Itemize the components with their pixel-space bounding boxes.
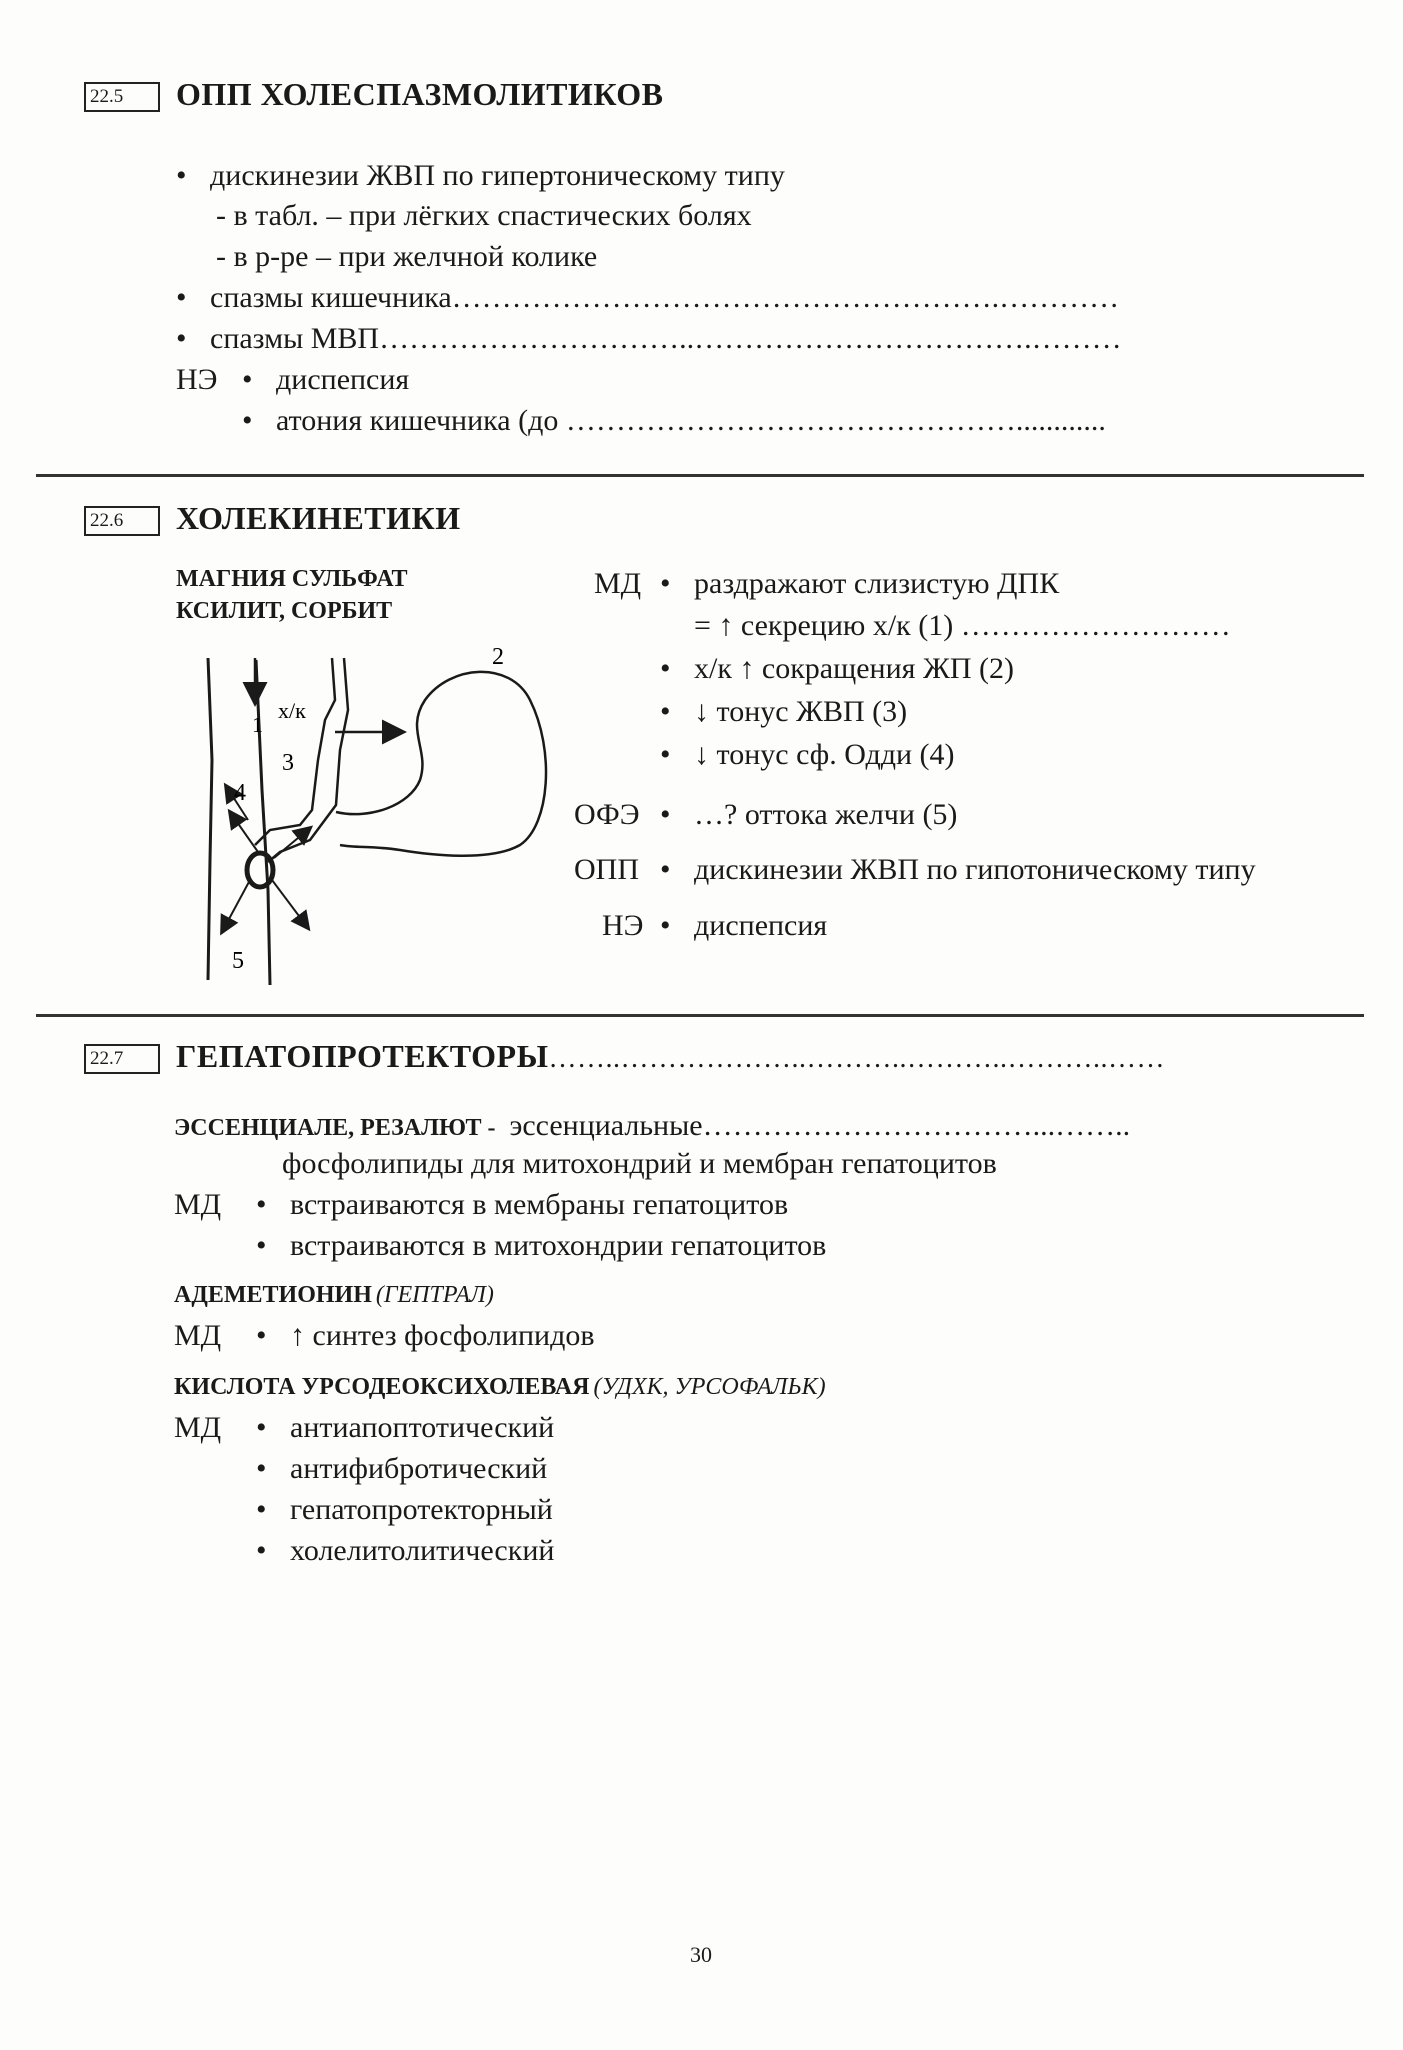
list-item: • спазмы МВП…………………………..…………………………….………	[176, 322, 1122, 355]
list-item: • дискинезии ЖВП по гипертоническому типу	[176, 159, 785, 192]
diagram-label-2: 2	[492, 644, 504, 670]
md-label: МД	[174, 1188, 222, 1221]
list-item: • х/к ↑ сокращения ЖП (2)	[660, 652, 1014, 685]
list-item: • ↑ синтез фосфолипидов	[256, 1319, 595, 1352]
bullet-icon: •	[256, 1411, 267, 1444]
diagram-label-3: 3	[282, 750, 294, 776]
list-item: • антифибротический	[256, 1452, 548, 1485]
bullet-icon: •	[176, 281, 187, 314]
bullet-icon: •	[256, 1188, 267, 1221]
bullet-icon: •	[256, 1493, 267, 1526]
bullet-icon: •	[242, 363, 253, 396]
drug-entry-essentiale: ЭССЕНЦИАЛЕ, РЕЗАЛЮТ - эссенциальные……………………………...……..	[174, 1109, 1131, 1142]
drug-description: фосфолипиды для митохондрий и мембран гепатоцитов	[282, 1147, 997, 1180]
bullet-icon: •	[256, 1534, 267, 1567]
drug-entry-udca: КИСЛОТА УРСОДЕОКСИХОЛЕВАЯ (УДХК, УРСОФАЛЬК)	[174, 1374, 826, 1400]
list-item: • холелитолитический	[256, 1534, 555, 1567]
arrow-4	[230, 812, 258, 852]
drug-entry-ademetionine: АДЕМЕТИОНИН (ГЕПТРАЛ)	[174, 1282, 494, 1308]
bullet-icon: •	[176, 322, 187, 355]
bullet-icon: •	[660, 853, 671, 886]
bullet-icon: •	[242, 404, 253, 437]
md-label: МД	[174, 1319, 222, 1352]
diagram-label-1: 1	[252, 712, 263, 737]
gallbladder-outline	[336, 672, 546, 856]
duodenum-left-wall	[208, 658, 212, 980]
section-divider	[36, 1014, 1364, 1017]
bullet-icon: •	[660, 738, 671, 771]
list-item: • …? оттока желчи (5)	[660, 798, 958, 831]
list-item: • диспепсия	[242, 363, 410, 396]
list-item: • дискинезии ЖВП по гипотоническому типу	[660, 853, 1256, 886]
arrow-5	[222, 880, 250, 932]
list-item: • антиапоптотический	[256, 1411, 555, 1444]
bullet-icon: •	[256, 1319, 267, 1352]
list-item: • ↓ тонус сф. Одди (4)	[660, 738, 955, 771]
section-number-22-7: 22.7	[84, 1044, 160, 1074]
list-subitem: = ↑ секрецию х/к (1) ………………………	[694, 609, 1231, 642]
ne-label: НЭ	[176, 363, 218, 396]
page-number: 30	[690, 1942, 712, 1967]
arrow-outflow	[272, 880, 308, 928]
bullet-icon: •	[176, 159, 187, 192]
md-label: МД	[594, 567, 642, 600]
bullet-icon: •	[660, 567, 671, 600]
duodenum-right-wall	[256, 660, 270, 985]
bullet-icon: •	[256, 1229, 267, 1262]
bile-duct-wall	[255, 658, 335, 845]
list-item: • гепатопротекторный	[256, 1493, 553, 1526]
list-subitem: - в табл. – при лёгких спастических болях	[216, 199, 752, 232]
list-item: • раздражают слизистую ДПК	[660, 567, 1060, 600]
list-subitem: - в р-ре – при желчной колике	[216, 240, 598, 273]
bile-duct-wall	[268, 658, 348, 862]
md-label: МД	[174, 1411, 222, 1444]
list-item: • атония кишечника (до ………………………………………............	[242, 404, 1106, 437]
ne-label: НЭ	[602, 909, 644, 942]
sphincter-of-oddi	[247, 853, 273, 887]
drug-names: КСИЛИТ, СОРБИТ	[176, 598, 393, 624]
diagram-label-xk: х/к	[278, 698, 306, 723]
ofe-label: ОФЭ	[574, 798, 640, 831]
section-number-22-5: 22.5	[84, 82, 160, 112]
list-item: • встраиваются в митохондрии гепатоцитов	[256, 1229, 827, 1262]
bullet-icon: •	[660, 909, 671, 942]
bullet-icon: •	[660, 652, 671, 685]
list-item: • ↓ тонус ЖВП (3)	[660, 695, 908, 728]
diagram-label-4: 4	[234, 780, 246, 806]
section-title-22-5: ОПП ХОЛЕСПАЗМОЛИТИКОВ	[176, 76, 664, 112]
list-item: • встраиваются в мембраны гепатоцитов	[256, 1188, 789, 1221]
list-item: • спазмы кишечника……………………………………………….…………	[176, 281, 1120, 314]
bullet-icon: •	[256, 1452, 267, 1485]
section-number-22-6: 22.6	[84, 506, 160, 536]
opp-label: ОПП	[574, 853, 639, 886]
section-title-22-7: ГЕПАТОПРОТЕКТОРЫ……..………………..………..………..………..……	[176, 1038, 1166, 1074]
biliary-diagram	[150, 640, 570, 1000]
diagram-label-5: 5	[232, 948, 244, 974]
bullet-icon: •	[660, 695, 671, 728]
section-divider	[36, 474, 1364, 477]
bullet-icon: •	[660, 798, 671, 831]
list-item: • диспепсия	[660, 909, 828, 942]
drug-names: МАГНИЯ СУЛЬФАТ	[176, 566, 408, 592]
section-title-22-6: ХОЛЕКИНЕТИКИ	[176, 500, 461, 536]
